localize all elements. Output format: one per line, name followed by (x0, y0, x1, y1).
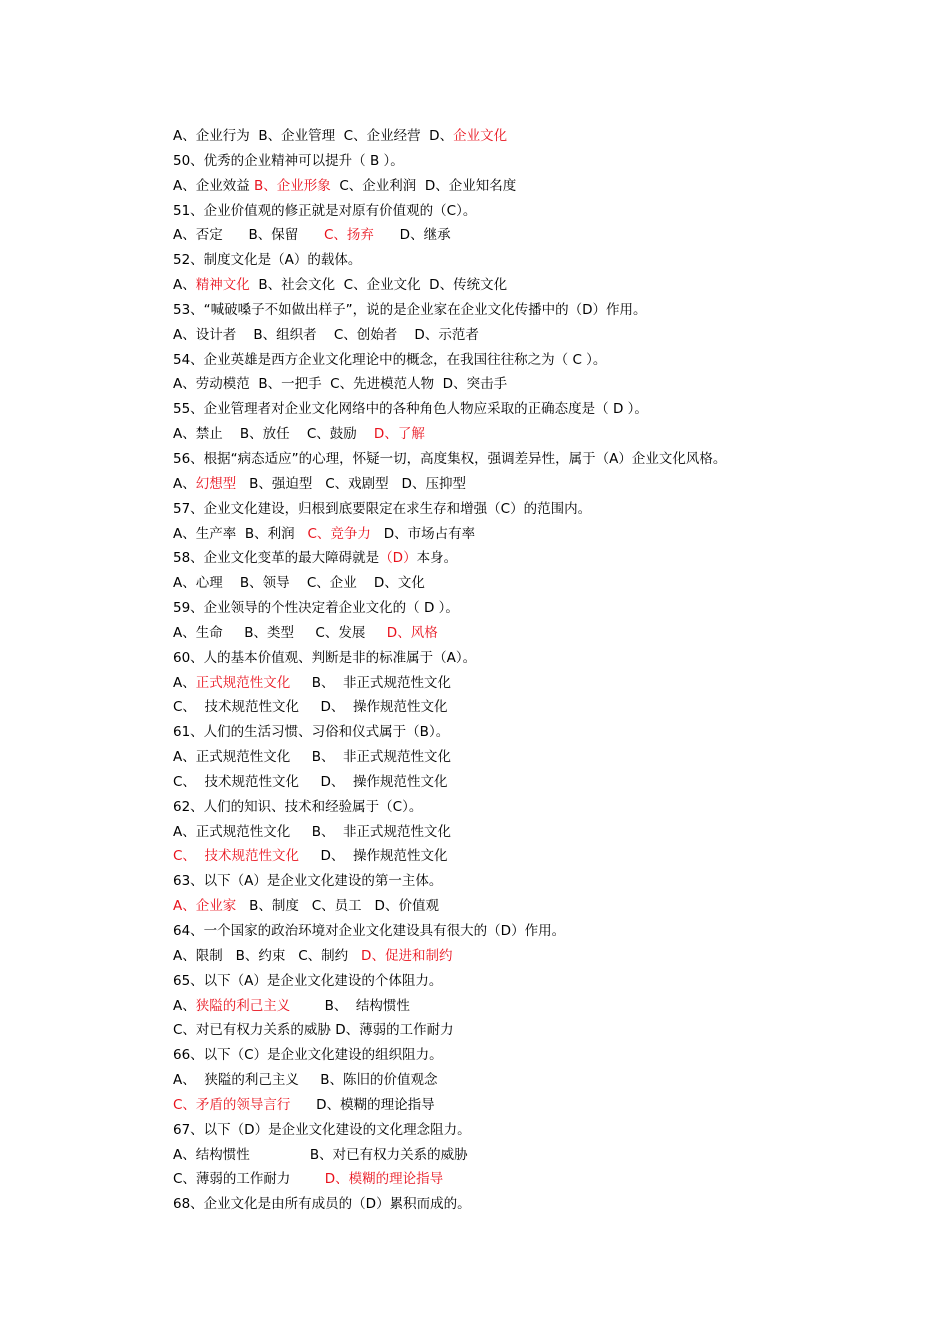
answer-highlight: 企业文化 (453, 128, 508, 144)
answer-highlight: D、模糊的理论指导 (324, 1171, 444, 1188)
text-segment: A、 (173, 674, 196, 691)
text-line (173, 621, 893, 646)
text-line (173, 869, 893, 894)
text-segment: A、劳动模范 B、一把手 C、先进模范人物 D、突击手 (173, 376, 508, 393)
text-segment: A、企业效益 (173, 177, 255, 194)
text-line (173, 248, 893, 273)
text-segment: B、社会文化 C、企业文化 D、传统文化 (249, 277, 508, 294)
text-segment: C、企业利润 D、企业知名度 (330, 177, 517, 194)
text-segment: 68、企业文化是由所有成员的（D）累积而成的。 (173, 1196, 471, 1213)
text-segment: A、生产率 B、利润 (173, 525, 308, 542)
text-line (173, 174, 893, 199)
text-line (173, 944, 893, 969)
text-segment: A、 (173, 277, 196, 294)
text-line (173, 149, 893, 174)
text-segment: C、 技术规范性文化 D、 操作规范性文化 (173, 699, 448, 716)
text-line (173, 273, 893, 298)
text-segment: B、 结构惯性 (290, 997, 410, 1014)
text-segment: 60、人的基本价值观、判断是非的标准属于（A）。 (173, 649, 477, 666)
text-line (173, 571, 893, 596)
text-segment: 51、企业价值观的修正就是对原有价值观的（C）。 (173, 202, 477, 219)
text-segment: D、市场占有率 (370, 525, 476, 542)
text-line (173, 770, 893, 795)
text-segment: 53、“喊破嗓子不如做出样子”，说的是企业家在企业文化传播中的（D）作用。 (173, 301, 647, 318)
text-segment: 55、企业管理者对企业文化网络中的各种角色人物应采取的正确态度是（ D ）。 (173, 401, 648, 418)
text-line (173, 795, 893, 820)
text-line (173, 1093, 893, 1118)
text-segment: 64、一个国家的政治环境对企业文化建设具有很大的（D）作用。 (173, 923, 566, 939)
text-segment: D、继承 (373, 227, 451, 244)
text-line (173, 447, 893, 472)
text-line (173, 422, 893, 447)
text-line (173, 372, 893, 397)
text-segment: A、正式规范性文化 B、 非正式规范性文化 (173, 749, 452, 766)
text-segment: A、生命 B、类型 C、发展 (173, 624, 387, 641)
text-line (173, 497, 893, 522)
text-segment: B、制度 C、员工 D、价值观 (236, 898, 439, 915)
text-line (173, 969, 893, 994)
text-segment: 59、企业领导的个性决定着企业文化的（ D ）。 (173, 600, 459, 617)
text-segment: 本身。 (416, 550, 458, 567)
text-line (173, 397, 893, 422)
text-segment: 63、以下（A）是企业文化建设的第一主体。 (173, 873, 443, 890)
text-segment: 52、制度文化是（A）的载体。 (173, 252, 362, 269)
text-segment: A、禁止 B、放任 C、鼓励 (173, 426, 374, 443)
text-segment: D、 操作规范性文化 (299, 848, 448, 865)
text-line (173, 124, 893, 149)
answer-highlight: C、 技术规范性文化 (173, 848, 300, 865)
text-segment: B、强迫型 C、戏剧型 D、压抑型 (236, 475, 466, 492)
text-segment: B、 非正式规范性文化 (290, 674, 452, 691)
text-segment: 66、以下（C）是企业文化建设的组织阻力。 (173, 1047, 443, 1064)
text-segment: C、对已有权力关系的威胁 D、薄弱的工作耐力 (173, 1022, 454, 1039)
text-segment: A、正式规范性文化 B、 非正式规范性文化 (173, 823, 452, 840)
text-line (173, 1018, 893, 1043)
answer-highlight: C、扬弃 (324, 227, 374, 244)
text-segment: 50、优秀的企业精神可以提升（ B ）。 (173, 152, 404, 169)
text-segment: A、 狭隘的利己主义 B、陈旧的价值观念 (173, 1072, 438, 1089)
text-segment: A、 (173, 997, 196, 1014)
text-line (173, 596, 893, 621)
answer-highlight: C、矛盾的领导言行 (173, 1096, 291, 1113)
text-line (173, 522, 893, 547)
answer-highlight: 狭隘的利己主义 (195, 997, 291, 1014)
text-line (173, 199, 893, 224)
text-segment: 67、以下（D）是企业文化建设的文化理念阻力。 (173, 1121, 471, 1138)
text-segment: A、结构惯性 B、对已有权力关系的威胁 (173, 1146, 468, 1163)
text-segment: A、心理 B、领导 C、企业 D、文化 (173, 575, 425, 592)
text-line (173, 844, 893, 869)
text-segment: A、 (173, 475, 196, 492)
document-body (173, 124, 893, 1217)
text-line (173, 646, 893, 671)
text-segment: 57、企业文化建设，归根到底要限定在求生存和增强（C）的范围内。 (173, 500, 592, 517)
text-line (173, 671, 893, 696)
text-segment: A、企业行为 B、企业管理 C、企业经营 D、 (173, 128, 454, 144)
text-line (173, 720, 893, 745)
text-line (173, 546, 893, 571)
text-line (173, 695, 893, 720)
text-line (173, 223, 893, 248)
text-line (173, 1118, 893, 1143)
text-segment: A、设计者 B、组织者 C、创始者 D、示范者 (173, 326, 479, 343)
text-line (173, 1192, 893, 1217)
text-segment: D、模糊的理论指导 (290, 1096, 435, 1113)
text-line (173, 745, 893, 770)
text-line (173, 1143, 893, 1168)
answer-highlight: 幻想型 (195, 475, 237, 492)
answer-highlight: D、了解 (373, 426, 425, 443)
text-line (173, 919, 893, 944)
text-line (173, 323, 893, 348)
text-segment: 54、企业英雄是西方企业文化理论中的概念，在我国往往称之为（ C ）。 (173, 351, 607, 368)
answer-highlight: D、促进和制约 (361, 947, 453, 964)
text-line (173, 298, 893, 323)
text-segment: A、限制 B、约束 C、制约 (173, 947, 362, 964)
text-segment: 56、根据“病态适应”的心理，怀疑一切，高度集权，强调差异性，属于（A）企业文化风格。 (173, 450, 727, 467)
answer-highlight: （D） (379, 550, 417, 567)
text-segment: 58、企业文化变革的最大障碍就是 (173, 550, 380, 567)
text-segment: 65、以下（A）是企业文化建设的个体阻力。 (173, 972, 443, 989)
text-segment: C、薄弱的工作耐力 (173, 1171, 325, 1188)
text-segment: C、 技术规范性文化 D、 操作规范性文化 (173, 773, 448, 790)
text-line (173, 1167, 893, 1192)
text-segment: 61、人们的生活习惯、习俗和仪式属于（B）。 (173, 724, 450, 741)
text-segment: A、否定 B、保留 (173, 227, 324, 244)
text-line (173, 820, 893, 845)
text-line (173, 348, 893, 373)
text-line (173, 1043, 893, 1068)
answer-highlight: C、竞争力 (307, 525, 371, 542)
answer-highlight: D、风格 (386, 624, 438, 641)
answer-highlight: A、企业家 (173, 898, 237, 915)
text-line (173, 1068, 893, 1093)
answer-highlight: 精神文化 (195, 277, 250, 294)
answer-highlight: 正式规范性文化 (195, 674, 291, 691)
text-line (173, 994, 893, 1019)
answer-highlight: B、企业形象 (254, 177, 331, 194)
text-line (173, 894, 893, 919)
text-segment: 62、人们的知识、技术和经验属于（C）。 (173, 798, 423, 815)
text-line (173, 472, 893, 497)
